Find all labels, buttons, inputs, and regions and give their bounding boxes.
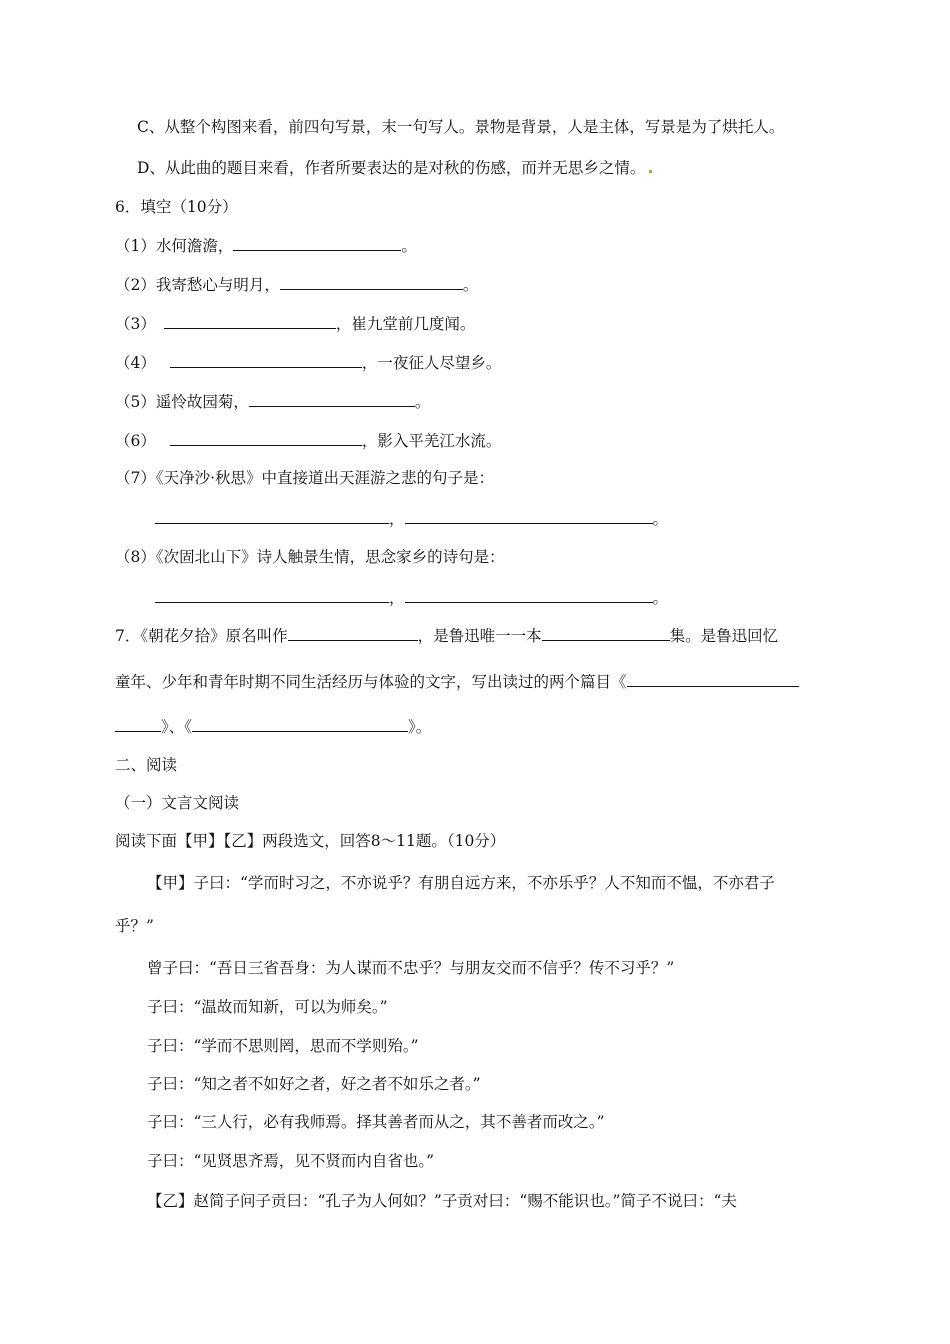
q6-item-6 [115,429,501,452]
passage-line: 子曰：“温故而知新，可以为师矣。” [147,998,388,1016]
answer-blank[interactable] [155,507,389,524]
q7-line-1 [115,624,778,647]
passage-line: 子曰：“知之者不如好之者，好之者不如乐之者。” [147,1075,481,1093]
passage-line: 子曰：“三人行，必有我师焉。择其善者而从之，其不善者而改之。” [147,1113,605,1131]
item-suffix: ，影入平羌江水流。 [361,432,502,450]
q6-item-8 [115,546,505,568]
answer-blank[interactable] [233,234,401,251]
answer-blank[interactable] [115,715,161,732]
passage-yi-line-1: 【乙】赵简子问子贡曰：“孔子为人何如？”子贡对曰：“赐不能识也。”简子不说曰：“夫 [147,1192,737,1210]
item-number: （1） [115,237,156,255]
answer-blank[interactable] [155,586,389,603]
q7-part2: ，是鲁迅唯一一本 [417,627,542,645]
item-text: 《天净沙·秋思》中直接道出天涯游之悲的句子是： [155,469,495,487]
q7-line-2 [115,670,799,693]
answer-blank[interactable] [192,715,408,732]
passage-jia-line-1: 【甲】子曰：“学而时习之，不亦说乎？有朋自远方来，不亦乐乎？人不知而不愠，不亦君子 [147,874,775,892]
yellow-dot-mark [649,170,652,173]
passage-line: 子曰：“学而不思则罔，思而不学则殆。” [147,1037,419,1055]
q7-line-3 [115,715,431,738]
answer-blank[interactable] [405,586,653,603]
item-suffix: ，一夜征人尽望乡。 [361,354,502,372]
passage-line: 子曰：“见贤思齐焉，见不贤而内自省也。” [147,1152,435,1170]
item-number: （8） [115,548,156,566]
reading-instructions: 阅读下面【甲】【乙】两段选文，回答8～11题。（10分） [115,832,506,850]
q6-item-7-answers [155,507,668,530]
answer-blank[interactable] [164,312,336,329]
option-d-text: D、从此曲的题目来看，作者所要表达的是对秋的伤感，而并无思乡之情。 [137,159,646,177]
section-subtitle: （一）文言文阅读 [115,794,240,812]
item-number: （7） [115,469,156,487]
q6-item-1 [115,234,417,257]
section-title: 二、阅读 [115,756,178,774]
q6-item-7 [115,467,494,489]
item-suffix: 。 [401,237,417,255]
answer-blank[interactable] [170,429,362,446]
option-c: C、从整个构图来看，前四句写景，末一句写人。景物是背景，人是主体，写景是为了烘托人。 [137,118,785,136]
q6-item-3 [115,312,475,335]
q6-item-4 [115,351,501,374]
passage-jia-line-2: 乎？” [115,917,154,935]
item-suffix: 。 [414,393,431,411]
item-number: （6） [115,432,156,450]
item-number: （5） [115,393,156,411]
comma: ， [389,510,405,528]
period: 。 [652,589,669,607]
item-prefix: 我寄愁心与明月， [155,276,280,294]
q6-item-2 [115,273,478,296]
q6-title: 6．填空（10分） [115,198,238,216]
item-prefix: 遥怜故园菊， [155,393,249,411]
answer-blank[interactable] [280,273,463,290]
answer-blank[interactable] [170,351,362,368]
passage-line: 曾子曰：“吾日三省吾身：为人谋而不忠乎？与朋友交而不信乎？传不习乎？” [147,959,675,977]
q7-end: 》。 [408,718,432,736]
answer-blank[interactable] [405,507,653,524]
item-prefix: 水何澹澹， [155,237,234,255]
period: 。 [652,510,669,528]
item-suffix: 。 [462,276,479,294]
answer-blank[interactable] [249,390,415,407]
item-number: （3） [115,315,156,333]
answer-blank[interactable] [627,670,799,687]
q7-line2-text: 童年、少年和青年时期不同生活经历与体验的文字，写出读过的两个篇目《 [115,673,627,691]
item-text: 《次固北山下》诗人触景生情，思念家乡的诗句是： [155,548,505,566]
item-number: （2） [115,276,156,294]
q7-part3: 集。是鲁迅回忆 [669,627,779,645]
q7-part1: 7．《朝花夕拾》原名叫作 [115,627,288,645]
q6-item-8-answers [155,586,668,609]
answer-blank[interactable] [288,624,418,641]
option-d [137,157,652,179]
item-number: （4） [115,354,156,372]
item-suffix: ，崔九堂前几度闻。 [335,315,476,333]
q7-mid: 》、《 [161,718,193,736]
comma: ， [389,589,405,607]
answer-blank[interactable] [542,624,670,641]
q6-item-5 [115,390,430,413]
